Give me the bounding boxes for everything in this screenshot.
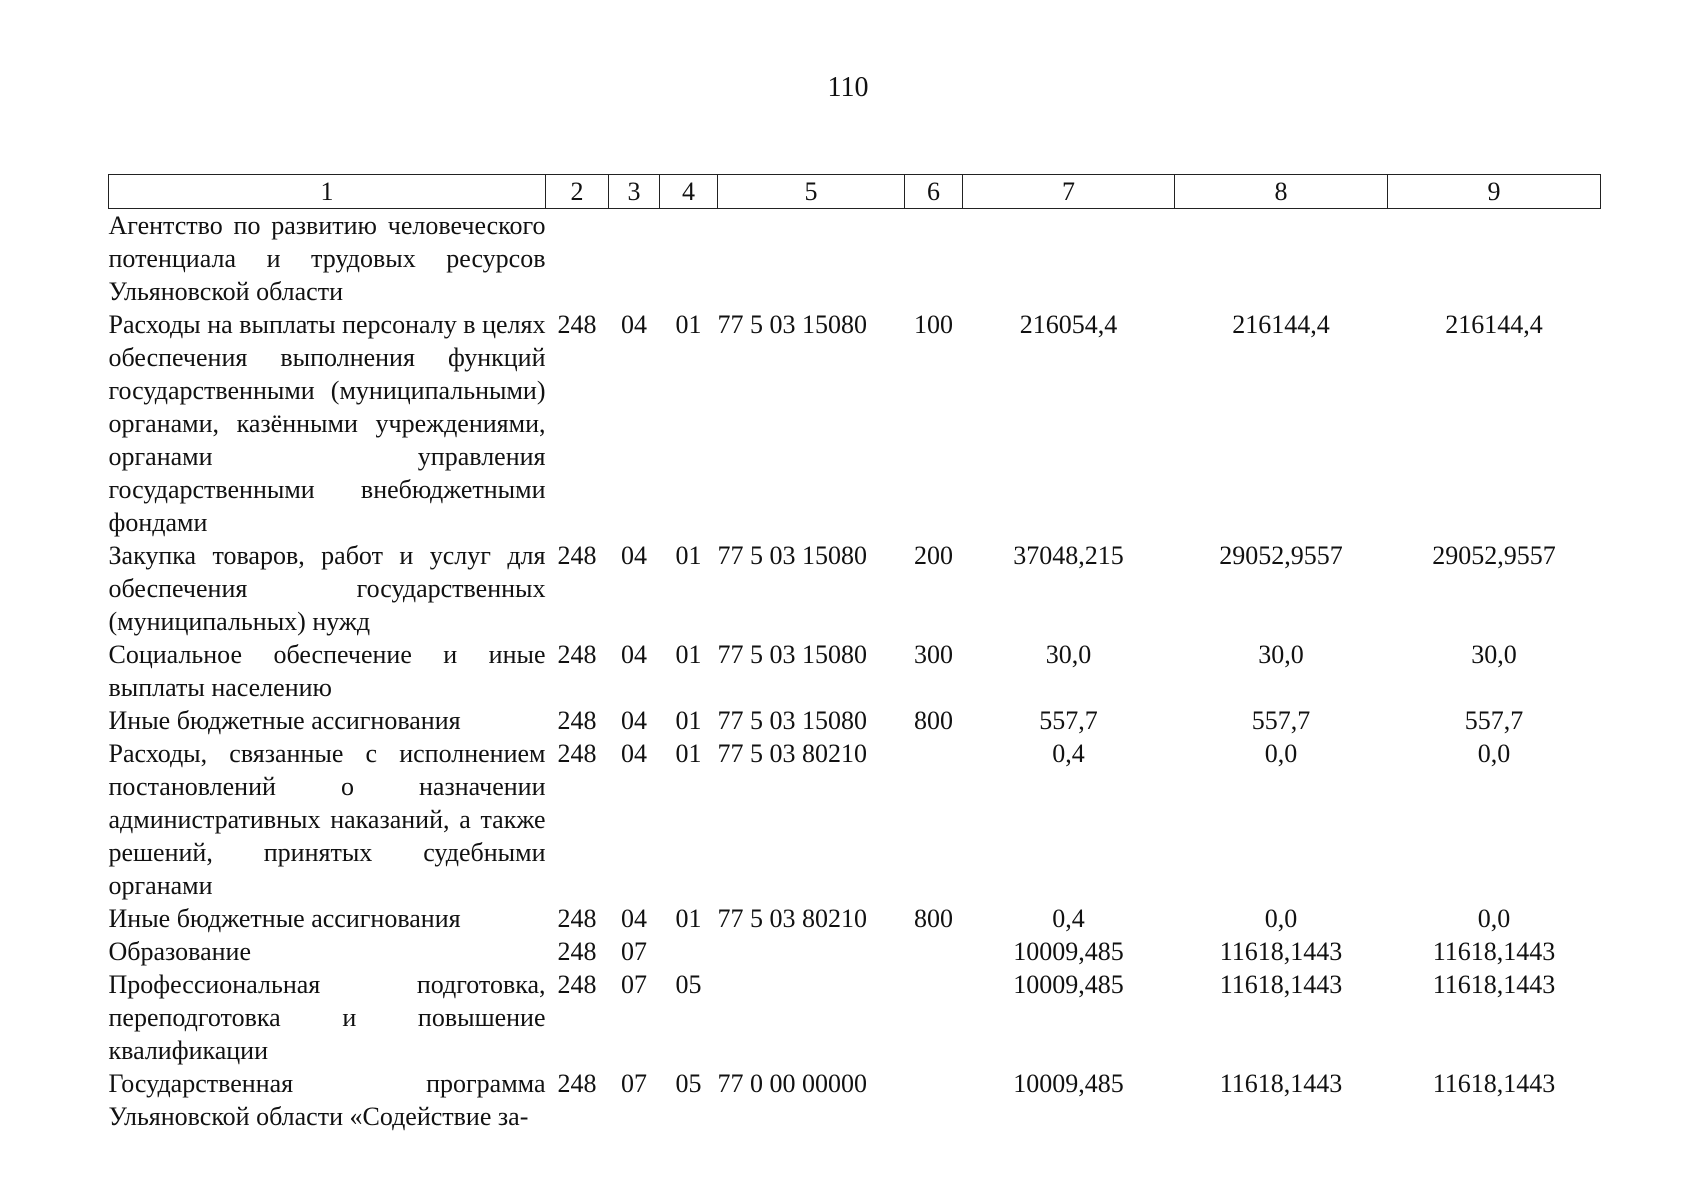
table-row [109, 737, 1601, 902]
amount-col-9: 11618,1443 [1432, 1069, 1556, 1098]
section-code: 07 [621, 1069, 647, 1098]
expense-type-code [905, 968, 963, 1067]
table-row [109, 968, 1601, 1067]
table-row [109, 704, 1601, 737]
column-header: 8 [1175, 175, 1388, 209]
ministry-code: 248 [557, 904, 597, 933]
section-code: 04 [621, 310, 647, 339]
target-article-code [718, 935, 905, 968]
subsection-code: 01 [675, 310, 702, 339]
table-row [109, 638, 1601, 704]
ministry-code [546, 209, 609, 309]
subsection-code: 01 [675, 640, 702, 669]
target-article-code [718, 968, 905, 1067]
amount-col-8: 11618,1443 [1219, 1069, 1343, 1098]
section-code: 07 [621, 970, 647, 999]
section-code: 07 [621, 937, 647, 966]
amount-col-9: 216144,4 [1445, 310, 1543, 339]
amount-col-9: 11618,1443 [1432, 937, 1556, 966]
column-header: 6 [905, 175, 963, 209]
row-description: Расходы, связанные с исполнением постановлений о назначении административных наказаний, а также решений, принятых судебными органами [108, 739, 546, 900]
target-article-code: 77 5 03 15080 [717, 310, 867, 339]
expense-type-code [905, 1067, 963, 1133]
subsection-code [660, 209, 718, 309]
amount-col-8: 11618,1443 [1219, 937, 1343, 966]
row-description: Иные бюджетные ассигнования [108, 706, 461, 735]
section-code [609, 209, 660, 309]
amount-col-8 [1175, 209, 1388, 309]
amount-col-7: 10009,485 [1013, 937, 1124, 966]
row-description: Расходы на выплаты персоналу в целях обеспечения выполнения функций государственными (муниципальными) органами, казёнными учреждениями, органами управления государственными внебюджетными фондами [108, 310, 546, 537]
column-header: 2 [546, 175, 609, 209]
amount-col-9 [1388, 209, 1601, 309]
ministry-code: 248 [557, 706, 597, 735]
expense-type-code: 100 [914, 310, 953, 339]
amount-col-7: 37048,215 [1013, 541, 1124, 570]
section-code: 04 [621, 904, 647, 933]
amount-col-9: 0,0 [1477, 739, 1511, 768]
table-row [109, 308, 1601, 539]
subsection-code: 01 [675, 541, 702, 570]
table-row [109, 1067, 1601, 1133]
table-row [109, 539, 1601, 638]
table-row [109, 902, 1601, 935]
column-header: 9 [1388, 175, 1601, 209]
amount-col-7: 216054,4 [1019, 310, 1118, 339]
section-code: 04 [621, 640, 647, 669]
target-article-code [718, 209, 905, 309]
subsection-code: 01 [675, 739, 702, 768]
subsection-code: 05 [675, 970, 702, 999]
subsection-code [660, 935, 718, 968]
column-header: 1 [109, 175, 546, 209]
table-row [109, 209, 1601, 309]
column-header: 5 [718, 175, 905, 209]
row-description: Закупка товаров, работ и услуг для обеспечения государственных (муниципальных) нужд [108, 541, 546, 636]
section-code: 04 [621, 706, 647, 735]
expense-type-code: 300 [914, 640, 953, 669]
amount-col-8: 0,0 [1264, 904, 1298, 933]
amount-col-8: 30,0 [1258, 640, 1304, 669]
ministry-code: 248 [557, 937, 597, 966]
amount-col-7: 10009,485 [1013, 970, 1124, 999]
column-header: 3 [609, 175, 660, 209]
table-body [109, 209, 1601, 1134]
ministry-code: 248 [557, 640, 597, 669]
amount-col-7: 0,4 [1052, 904, 1085, 933]
table-row [109, 935, 1601, 968]
amount-col-9: 29052,9557 [1432, 541, 1556, 570]
row-description: Агентство по развитию человеческого потенциала и трудовых ресурсов Ульяновской области [108, 211, 546, 306]
row-description: Образование [108, 937, 252, 966]
ministry-code: 248 [557, 739, 597, 768]
expense-type-code: 200 [914, 541, 953, 570]
amount-col-7: 30,0 [1045, 640, 1092, 669]
target-article-code: 77 5 03 80210 [717, 739, 867, 768]
ministry-code: 248 [557, 541, 597, 570]
amount-col-7: 0,4 [1052, 739, 1085, 768]
amount-col-9: 30,0 [1471, 640, 1517, 669]
expense-type-code [905, 737, 963, 902]
amount-col-8: 557,7 [1251, 706, 1311, 735]
amount-col-7: 10009,485 [1013, 1069, 1124, 1098]
row-description: Профессиональная подготовка, переподготовка и повышение квалификации [108, 970, 546, 1065]
ministry-code: 248 [557, 1069, 597, 1098]
row-description: Социальное обеспечение и иные выплаты населению [108, 640, 546, 702]
expense-type-code: 800 [914, 904, 953, 933]
subsection-code: 05 [675, 1069, 702, 1098]
amount-col-9: 11618,1443 [1432, 970, 1556, 999]
subsection-code: 01 [675, 904, 702, 933]
amount-col-8: 11618,1443 [1219, 970, 1343, 999]
section-code: 04 [621, 739, 647, 768]
amount-col-7 [963, 209, 1175, 309]
amount-col-9: 557,7 [1464, 706, 1524, 735]
ministry-code: 248 [557, 310, 597, 339]
amount-col-8: 216144,4 [1232, 310, 1330, 339]
ministry-code: 248 [557, 970, 597, 999]
budget-table [108, 174, 1601, 1133]
column-header: 4 [660, 175, 718, 209]
subsection-code: 01 [675, 706, 702, 735]
target-article-code: 77 5 03 15080 [717, 706, 867, 735]
target-article-code: 77 5 03 15080 [717, 640, 867, 669]
target-article-code: 77 5 03 80210 [717, 904, 867, 933]
column-header: 7 [963, 175, 1175, 209]
row-description: Государственная программа Ульяновской области «Содействие за- [108, 1069, 546, 1131]
target-article-code: 77 5 03 15080 [717, 541, 867, 570]
expense-type-code [905, 209, 963, 309]
amount-col-7: 557,7 [1039, 706, 1098, 735]
expense-type-code [905, 935, 963, 968]
amount-col-9: 0,0 [1477, 904, 1511, 933]
target-article-code: 77 0 00 00000 [717, 1069, 867, 1098]
amount-col-8: 0,0 [1264, 739, 1298, 768]
header-row [109, 175, 1601, 209]
page-number: 110 [827, 72, 869, 103]
section-code: 04 [621, 541, 647, 570]
expense-type-code: 800 [914, 706, 953, 735]
amount-col-8: 29052,9557 [1219, 541, 1343, 570]
row-description: Иные бюджетные ассигнования [108, 904, 461, 933]
